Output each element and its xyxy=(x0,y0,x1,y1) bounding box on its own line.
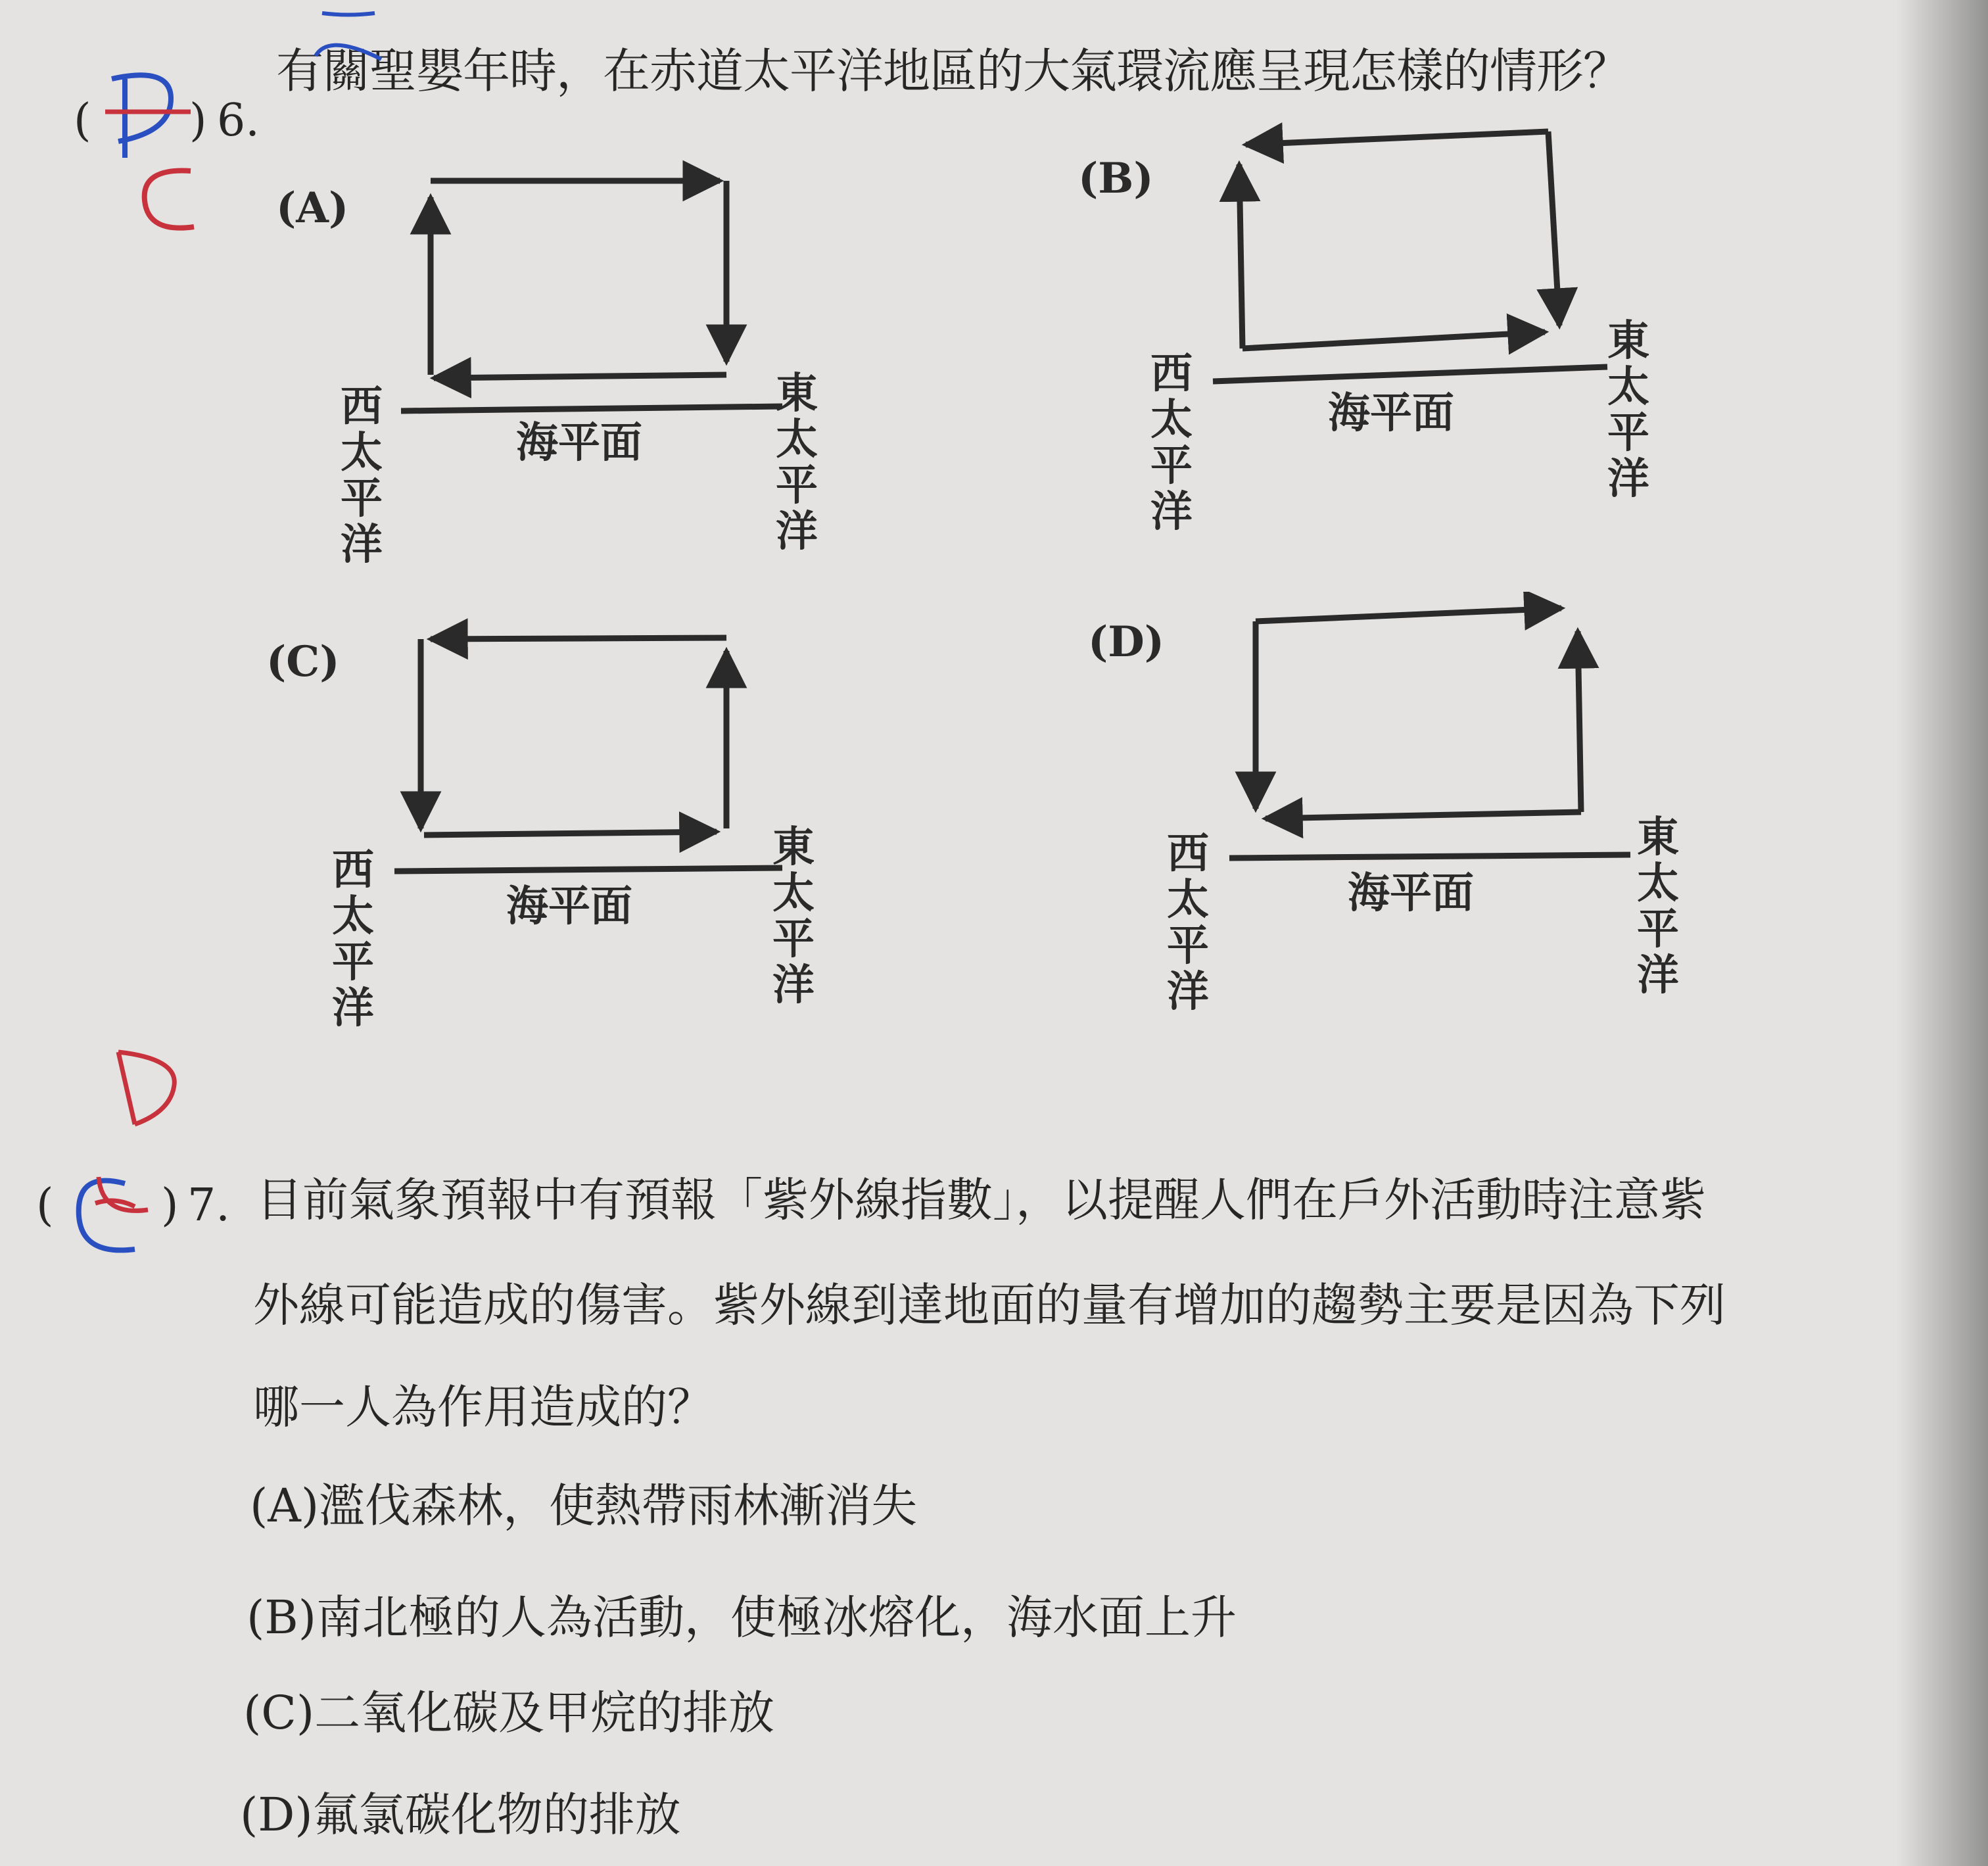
handwritten-answer-d-q6 xyxy=(99,59,197,164)
svg-text:洋: 洋 xyxy=(1607,455,1649,504)
svg-text:平: 平 xyxy=(1167,922,1209,970)
q6-option-d-label: (D) xyxy=(1088,617,1165,667)
q7-option-c: (C)二氧化碳及甲烷的排放 xyxy=(243,1686,775,1740)
diagram-a-east-label xyxy=(776,370,818,556)
svg-text:東: 東 xyxy=(772,823,815,872)
diagram-d xyxy=(1150,592,1729,1026)
svg-text:洋: 洋 xyxy=(332,984,374,1032)
diagram-b-west-label xyxy=(1150,350,1193,537)
q7-option-a: (A)濫伐森林，使熱帶雨林漸消失 xyxy=(250,1479,918,1533)
svg-text:東: 東 xyxy=(1607,317,1649,366)
handwritten-answer-q7 xyxy=(62,1157,154,1262)
svg-text:平: 平 xyxy=(1637,905,1679,954)
svg-text:西: 西 xyxy=(1150,350,1193,398)
q6-option-a-label: (A) xyxy=(276,183,349,233)
diagram-a-sea-level: 海平面 xyxy=(516,419,642,467)
svg-text:東: 東 xyxy=(776,370,818,418)
svg-text:太: 太 xyxy=(332,892,374,941)
svg-text:太: 太 xyxy=(1607,363,1649,412)
diagram-b xyxy=(1137,118,1716,539)
svg-text:太: 太 xyxy=(1167,876,1209,924)
diagram-d-west-label xyxy=(1167,830,1209,1017)
diagram-b-east-label xyxy=(1607,317,1649,504)
svg-text:平: 平 xyxy=(332,938,374,987)
svg-text:洋: 洋 xyxy=(341,521,383,565)
q6-option-b-label: (B) xyxy=(1078,154,1154,203)
svg-text:西: 西 xyxy=(341,383,383,431)
svg-text:西: 西 xyxy=(1167,830,1209,878)
svg-text:太: 太 xyxy=(1637,859,1679,908)
q6-close-paren: ) xyxy=(189,95,207,147)
svg-text:平: 平 xyxy=(1150,442,1193,490)
svg-text:東: 東 xyxy=(1637,813,1679,862)
svg-text:太: 太 xyxy=(776,416,818,464)
q6-option-c-label: (C) xyxy=(266,637,340,686)
svg-text:太: 太 xyxy=(341,429,383,477)
q6-stem: 有關聖嬰年時，在赤道太平洋地區的大氣環流應呈現怎樣的情形？ xyxy=(276,43,1630,99)
handwritten-stroke-top xyxy=(309,0,388,72)
q7-open-paren: ( xyxy=(36,1180,54,1232)
svg-text:洋: 洋 xyxy=(1150,488,1193,537)
diagram-c-west-label xyxy=(332,846,374,1032)
svg-text:洋: 洋 xyxy=(776,508,818,556)
q6-open-paren: ( xyxy=(74,95,91,147)
svg-text:洋: 洋 xyxy=(772,961,815,1010)
svg-text:平: 平 xyxy=(1607,409,1649,458)
handwritten-correction-c xyxy=(128,161,207,240)
q7-option-b: (B)南北極的人為活動，使極冰熔化，海水面上升 xyxy=(247,1591,1237,1644)
svg-text:平: 平 xyxy=(341,475,383,523)
q7-close-paren: ) xyxy=(161,1180,179,1232)
q7-stem-line-1: 目前氣象預報中有預報「紫外線指數」，以提醒人們在戶外活動時注意紫 xyxy=(256,1173,1706,1227)
diagram-a-west-label xyxy=(341,383,383,565)
q7-number: 7. xyxy=(187,1180,230,1232)
diagram-d-sea-level: 海平面 xyxy=(1348,869,1474,918)
svg-text:平: 平 xyxy=(776,462,818,510)
q6-number: 6. xyxy=(217,95,260,147)
q7-stem-line-2: 外線可能造成的傷害。紫外線到達地面的量有增加的趨勢主要是因為下列 xyxy=(253,1278,1726,1332)
diagram-c-east-label xyxy=(772,823,815,1010)
svg-text:太: 太 xyxy=(772,869,815,918)
q7-option-d: (D)氟氯碳化物的排放 xyxy=(240,1788,681,1842)
svg-text:西: 西 xyxy=(332,846,374,895)
diagram-b-sea-level: 海平面 xyxy=(1328,389,1454,438)
q7-stem-line-3: 哪一人為作用造成的？ xyxy=(253,1380,713,1434)
diagram-a xyxy=(329,158,828,565)
handwritten-margin-d xyxy=(105,1039,184,1131)
svg-text:洋: 洋 xyxy=(1167,968,1209,1017)
diagram-c-sea-level: 海平面 xyxy=(506,882,632,931)
svg-text:洋: 洋 xyxy=(1637,951,1679,1000)
diagram-c xyxy=(322,611,822,1032)
diagram-d-east-label xyxy=(1637,813,1679,1000)
svg-text:太: 太 xyxy=(1150,396,1193,444)
page-edge-shadow xyxy=(1896,0,1988,1866)
svg-text:平: 平 xyxy=(772,915,815,964)
